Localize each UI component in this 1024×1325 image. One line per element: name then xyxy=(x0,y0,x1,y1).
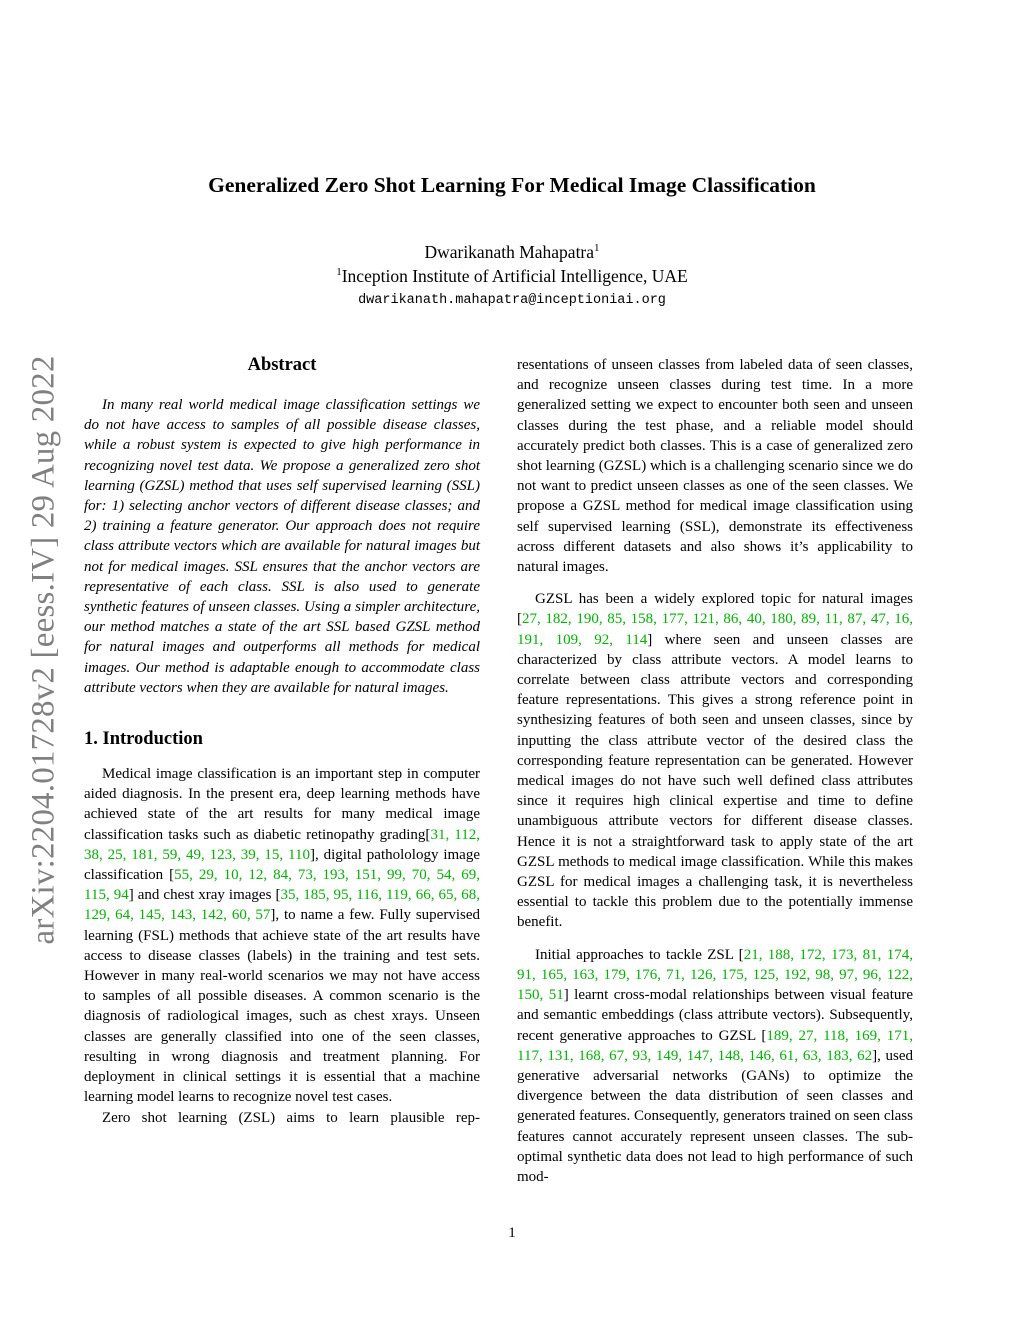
introduction-heading: 1. Introduction xyxy=(84,729,203,750)
author-line xyxy=(0,240,1024,264)
intro-paragraph-2-start: Zero shot learning (ZSL) aims to learn plausible rep- xyxy=(102,1109,480,1126)
intro-paragraph-2-continued: resentations of unseen classes from labeled data of seen classes, and recognize unseen classes during test time. In a more generalized setting we expect to encounter both seen and unseen classes during the test phase, and a reliable model should accurately predict both classes. This is a case of generalized zero shot learning (GZSL) which is a challenging scenario since we do not want to predict unseen classes as one of the seen classes. We propose a GZSL method for medical image classification using self supervised learning (SSL), demonstrate its effectiveness across different datasets and also shows it’s applicability to natural images. xyxy=(517,357,913,576)
intro-paragraph-1: Medical image classification is an important step in computer aided diagnosis. In the present era, deep learning methods have achieved state of the art results for many medical image classification tasks such as diabetic retinopathy grading[31, 112, 38, 25, 181, 59, 49, 123, 39, 15, 110], digital patholology image classification [55, 29, 10, 12, 84, 73, 193, 151, 99, 70, 54, 69, 115, 94] and chest xray images [35, 185, 95, 116, 119, 66, 65, 68, 129, 64, 145, 143, 142, 60, 57], to name a few. Fully supervised learning (FSL) methods that achieve state of the art results have access to disease classes (labels) in the training and test sets. However in many real-world scenarios we may not have access to samples of all possible diseases. A common scenario is the diagnosis of radiological images, such as chest xrays. Unseen classes are generally classified into one of the seen classes, resulting in wrong diagnosis and treatment planning. For deployment in clinical settings it is essential that a machine learning model learns to recognize novel test cases. xyxy=(84,766,480,1106)
author-name: Dwarikanath Mahapatra xyxy=(424,242,595,262)
citation-link[interactable]: 189, 27, 118, 169, 171, 117, 131, 168, 67, 93, 149, 147, 148, 146, 61, 63, 183, 62 xyxy=(517,1027,913,1064)
citation-link[interactable]: 55, 29, 10, 12, 84, 73, 193, 151, 99, 70, 54, 69, 115, 94 xyxy=(84,867,480,904)
affiliation-line xyxy=(0,264,1024,288)
paper-title: Generalized Zero Shot Learning For Medical Image Classification xyxy=(208,173,816,197)
right-column xyxy=(517,355,913,1187)
citation-link[interactable]: 21, 188, 172, 173, 81, 174, 91, 165, 163, 179, 176, 71, 126, 175, 125, 192, 98, 97, 96, 122, 150, 51 xyxy=(517,946,914,1004)
author-email[interactable]: dwarikanath.mahapatra@inceptioniai.org xyxy=(358,293,666,308)
page-number: 1 xyxy=(508,1225,516,1241)
abstract-heading: Abstract xyxy=(247,355,317,375)
intro-paragraph-3: GZSL has been a widely explored topic for natural images [27, 182, 190, 85, 158, 177, 121, 86, 40, 180, 89, 11, 87, 47, 16, 191, 109, 92, 114] where seen and unseen classes are characterized by class attribute vectors. A model learns to correlate between class attribute vectors and corresponding feature representations. This gives a strong reference point in synthesizing features of both seen and unseen classes, since by inputting the class attribute vector of the desired class the corresponding feature representation can be generated. However medical images do not have such well defined class attributes since it requires high clinical expertise and time to define unambiguous attribute vectors for different disease classes. Hence it is not a straightforward task to apply state of the art GZSL methods to medical image classification. While this makes GZSL for medical images a challenging task, it is nevertheless essential to tackle this problem due to the potentially immense benefit. xyxy=(517,591,913,931)
affiliation-mark: 1 xyxy=(336,266,342,279)
citation-link[interactable]: 31, 112, 38, 25, 181, 59, 49, 123, 39, 15, 110 xyxy=(84,826,480,863)
abstract-text: In many real world medical image classification settings we do not have access to samples of all possible disease classes, while a robust system is expected to give high performance in recognizing novel test data. We propose a generalized zero shot learning (GZSL) method that uses self supervised learning (SSL) for: 1) selecting anchor vectors of different disease classes; and 2) training a feature generator. Our approach does not require class attribute vectors which are available for natural images but not for medical images. SSL ensures that the anchor vectors are representative of each class. SSL is also used to generate synthetic features of unseen classes. Using a simpler architecture, our method matches a state of the art SSL based GZSL method for natural images and outperforms all methods for medical images. Our method is adaptable enough to accommodate class attribute vectors when they are available for natural images. xyxy=(84,397,480,696)
affiliation: Inception Institute of Artificial Intelligence, UAE xyxy=(341,266,688,286)
intro-paragraph-4: Initial approaches to tackle ZSL [21, 188, 172, 173, 81, 174, 91, 165, 163, 179, 176, 71, 126, 175, 125, 192, 98, 97, 96, 122, 150, 51] learnt cross-modal relationships between visual feature and semantic embeddings (class attribute vectors). Subsequently, recent generative approaches to GZSL [189, 27, 118, 169, 171, 117, 131, 168, 67, 93, 149, 147, 148, 146, 61, 63, 183, 62], used generative adversarial networks (GANs) to optimize the divergence between the data distribution of seen classes and generated features. Consequently, generators trained on seen class features cannot accurately represent unseen classes. The sub-optimal synthetic data does not lead to high performance of such mod- xyxy=(517,946,914,1185)
author-affiliation-mark: 1 xyxy=(594,242,600,255)
author-block xyxy=(0,240,1024,314)
arxiv-stamp: arXiv:2204.01728v2 [eess.IV] 29 Aug 2022 xyxy=(25,355,62,945)
citation-link[interactable]: 35, 185, 95, 116, 119, 66, 65, 68, 129, 64, 145, 143, 142, 60, 57 xyxy=(84,887,480,924)
citation-link[interactable]: 27, 182, 190, 85, 158, 177, 121, 86, 40, 180, 89, 11, 87, 47, 16, 191, 109, 92, 114 xyxy=(517,611,913,648)
left-column xyxy=(84,355,480,1128)
